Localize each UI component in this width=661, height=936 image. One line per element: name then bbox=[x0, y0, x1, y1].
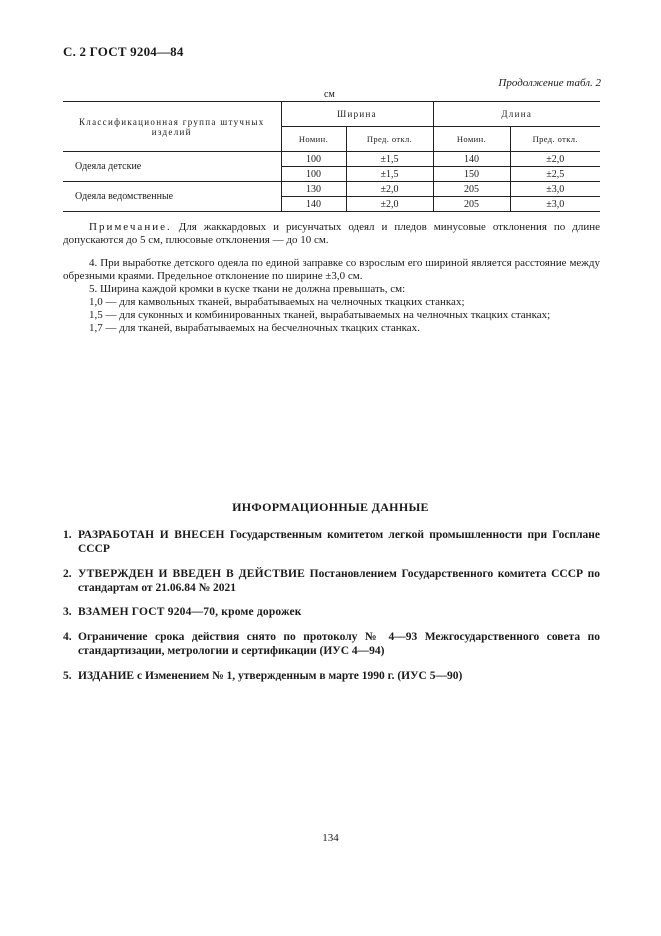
info-item-text: Постановлением Государственного комитета СССР по стандартам от 21.06.84 № 2021 bbox=[78, 568, 601, 594]
paragraph-4: 4. При выработке детского одеяла по единой заправке со взрослым его шириной является расстояние между обрезными краями. Предельное отклонение по ширине ±3,0 см. bbox=[63, 257, 600, 282]
info-item-lead: Ограничение срока действия снято по протоколу № 4—93 Межгосударственного совета по стандартизации, метрологии и сертификации (ИУС 4—94) bbox=[78, 631, 600, 657]
paragraph-5-intro: 5. Ширина каждой кромки в куске ткани не должна превышать, см: bbox=[89, 283, 406, 295]
cell-width-nominal: 140 bbox=[281, 197, 346, 212]
subcol-width-deviation: Пред. откл. bbox=[346, 127, 433, 152]
cell-length-nominal: 140 bbox=[433, 152, 510, 167]
col-length-header: Длина bbox=[433, 102, 600, 127]
col-width-header: Ширина bbox=[281, 102, 433, 127]
info-item bbox=[63, 630, 600, 658]
info-item bbox=[63, 669, 600, 683]
table-note bbox=[63, 221, 600, 247]
cell-length-deviation: ±2,5 bbox=[510, 167, 600, 182]
note-label: Примечание. bbox=[89, 221, 172, 233]
col-group-header: Классификационная группа штучных изделий bbox=[63, 102, 281, 152]
table-continuation-label: Продолжение табл. 2 bbox=[498, 77, 601, 89]
row-label: Одеяла ведомственные bbox=[63, 182, 281, 212]
list-item: 1,5 — для суконных и комбинированных тканей, вырабатываемых на челночных ткацких станках; bbox=[89, 309, 551, 321]
note-text: Для жаккардовых и рисунчатых одеял и пледов минусовые отклонения по длине допускаются до 5 см, плюсовые отклонения — до 10 см. bbox=[63, 221, 600, 246]
info-item-number: 1. bbox=[63, 529, 72, 541]
info-item-number: 4. bbox=[63, 631, 72, 643]
cell-width-deviation: ±1,5 bbox=[346, 167, 433, 182]
info-item bbox=[63, 605, 600, 619]
paragraph-5 bbox=[63, 283, 600, 335]
cell-length-deviation: ±2,0 bbox=[510, 152, 600, 167]
subcol-length-nominal: Номин. bbox=[433, 127, 510, 152]
cell-width-nominal: 100 bbox=[281, 152, 346, 167]
info-item-lead: УТВЕРЖДЕН И ВВЕДЕН В ДЕЙСТВИЕ bbox=[78, 568, 306, 580]
table-row bbox=[63, 152, 600, 167]
cell-width-nominal: 100 bbox=[281, 167, 346, 182]
cell-width-nominal: 130 bbox=[281, 182, 346, 197]
dimensions-table bbox=[63, 101, 600, 212]
info-item-number: 2. bbox=[63, 568, 72, 580]
cell-width-deviation: ±2,0 bbox=[346, 197, 433, 212]
cell-length-nominal: 150 bbox=[433, 167, 510, 182]
cell-length-nominal: 205 bbox=[433, 182, 510, 197]
info-item-text: Государственным комитетом легкой промышленности при Госплане СССР bbox=[78, 529, 600, 555]
info-item-lead: ИЗДАНИЕ с Изменением № 1, утвержденным в марте 1990 г. (ИУС 5—90) bbox=[78, 670, 463, 682]
info-item-lead: ВЗАМЕН ГОСТ 9204—70, кроме дорожек bbox=[78, 606, 302, 618]
info-item-number: 3. bbox=[63, 606, 72, 618]
info-item-number: 5. bbox=[63, 670, 72, 682]
subcol-length-deviation: Пред. откл. bbox=[510, 127, 600, 152]
subcol-width-nominal: Номин. bbox=[281, 127, 346, 152]
table-unit: см bbox=[324, 89, 335, 100]
cell-length-deviation: ±3,0 bbox=[510, 197, 600, 212]
cell-length-nominal: 205 bbox=[433, 197, 510, 212]
info-item bbox=[63, 567, 600, 595]
cell-width-deviation: ±2,0 bbox=[346, 182, 433, 197]
info-section-title: ИНФОРМАЦИОННЫЕ ДАННЫЕ bbox=[232, 500, 429, 514]
list-item: 1,0 — для камвольных тканей, вырабатываемых на челночных ткацких станках; bbox=[89, 296, 465, 308]
info-item-lead: РАЗРАБОТАН И ВНЕСЕН bbox=[78, 529, 225, 541]
page-number: 134 bbox=[322, 832, 339, 844]
cell-width-deviation: ±1,5 bbox=[346, 152, 433, 167]
page-header: С. 2 ГОСТ 9204—84 bbox=[63, 44, 184, 59]
cell-length-deviation: ±3,0 bbox=[510, 182, 600, 197]
info-item bbox=[63, 528, 600, 556]
list-item: 1,7 — для тканей, вырабатываемых на бесчелночных ткацких станках. bbox=[89, 322, 420, 334]
row-label: Одеяла детские bbox=[63, 152, 281, 182]
table-row bbox=[63, 182, 600, 197]
